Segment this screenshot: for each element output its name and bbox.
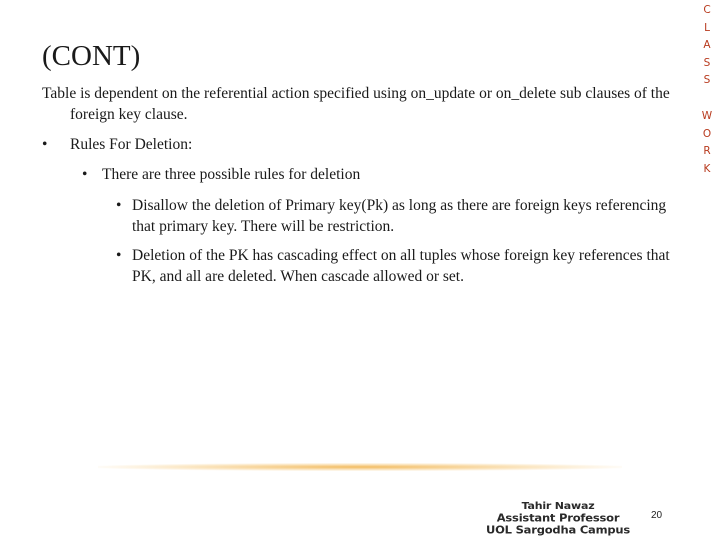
side-label-class (700, 2, 714, 90)
side-letter: R (703, 145, 711, 157)
bullet-text: Deletion of the PK has cascading effect on all tuples whose foreign key references that PK, and all are deleted. When cascade allowed or set. (132, 247, 670, 285)
bullet-marker: • (116, 197, 122, 214)
bullet-text: Rules For Deletion: (70, 136, 193, 153)
bullet-three-rules (82, 164, 662, 185)
side-letter: L (704, 21, 710, 34)
side-letter: C (703, 4, 711, 16)
intro-paragraph: Table is dependent on the referential action specified using on_update or on_delete sub clauses of the foreign key clause. (42, 85, 670, 123)
side-letter: K (703, 162, 711, 175)
bullet-marker: • (82, 166, 88, 183)
side-letter: S (703, 56, 711, 69)
bullet-marker: • (116, 247, 122, 264)
presenter-name: Tahir Nawaz (521, 499, 595, 512)
side-letter: A (703, 39, 711, 51)
bullet-text: There are three possible rules for deletion (102, 166, 361, 183)
presenter-stamp (483, 500, 633, 536)
bullet-cascade-deletion (116, 245, 676, 287)
presenter-role: Assistant Professor (496, 511, 620, 525)
side-letter: W (701, 110, 713, 122)
bullet-text: Disallow the deletion of Primary key(Pk) as long as there are foreign keys referencing that primary key. There will be restriction. (132, 197, 667, 235)
side-label-work (700, 108, 714, 178)
bullet-rules-for-deletion (42, 134, 662, 155)
page-number: 20 (651, 510, 663, 521)
presenter-campus: UOL Sargodha Campus (485, 523, 631, 537)
slide-title: (CONT) (42, 40, 141, 72)
side-letter: S (703, 74, 711, 86)
footer-accent-bar (98, 463, 622, 471)
side-letter: O (702, 127, 712, 140)
bullet-marker: • (42, 136, 48, 153)
bullet-disallow-deletion (116, 195, 676, 237)
